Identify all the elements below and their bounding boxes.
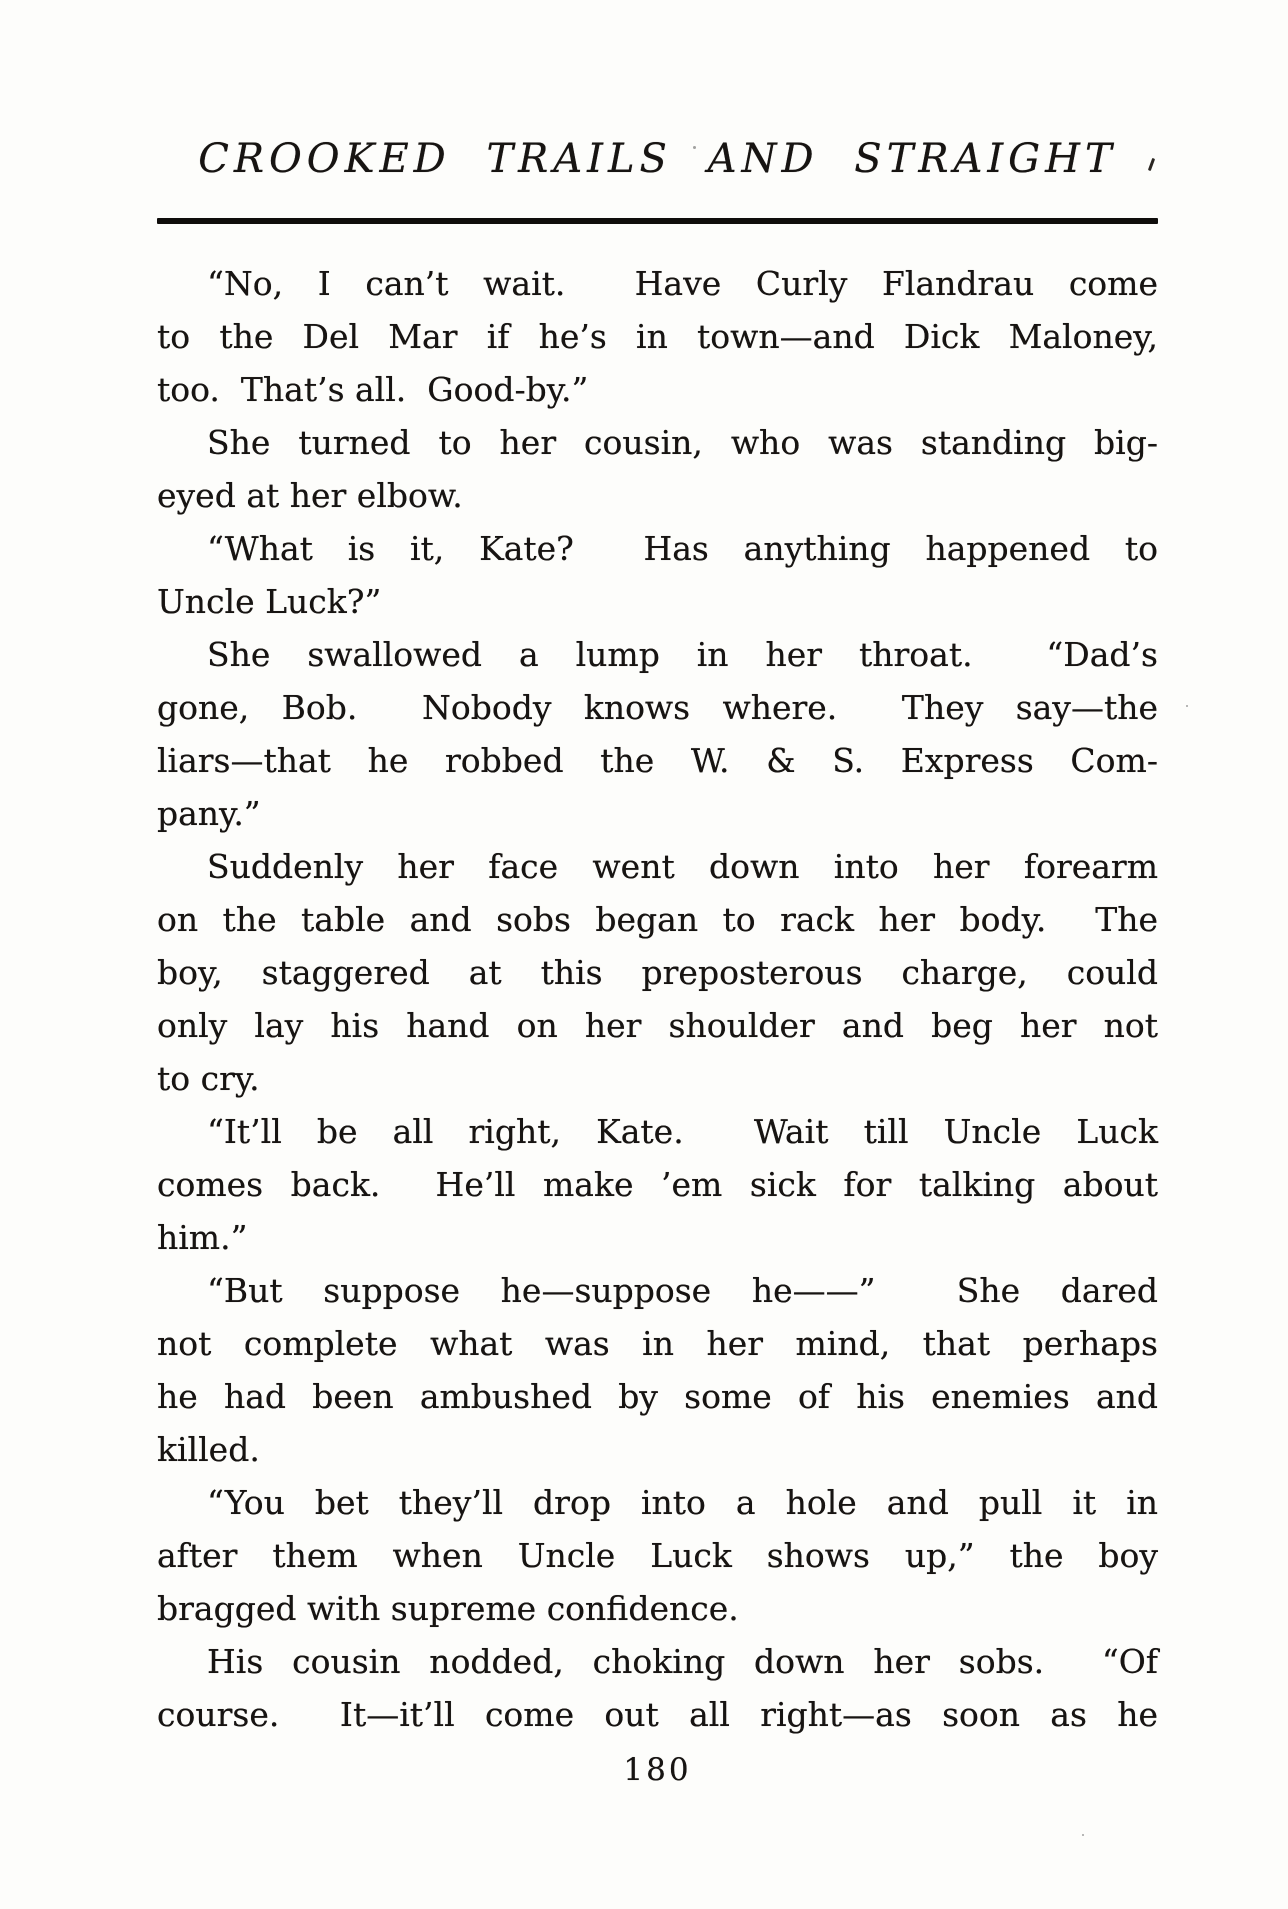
text-block xyxy=(157,257,1158,1741)
text-line: His cousin nodded, choking down her sobs. “Of xyxy=(207,1642,1158,1681)
text-line: Uncle Luck?” xyxy=(157,582,382,621)
text-line: eyed at her elbow. xyxy=(157,476,463,515)
text-line: too. That’s all. Good-by.” xyxy=(157,370,589,409)
running-header: CROOKED TRAILS AND STRAIGHT xyxy=(198,136,1117,182)
text-line: gone, Bob. Nobody knows where. They say—the xyxy=(157,688,1158,727)
text-line: Suddenly her face went down into her forearm xyxy=(207,847,1158,886)
text-column xyxy=(157,0,1158,1788)
text-line: after them when Uncle Luck shows up,” the boy xyxy=(157,1536,1158,1575)
text-line: pany.” xyxy=(157,794,261,833)
text-line: She turned to her cousin, who was standing big- xyxy=(207,423,1158,462)
text-line: liars—that he robbed the W. & S. Express Com- xyxy=(157,741,1158,780)
text-line: “It’ll be all right, Kate. Wait till Uncle Luck xyxy=(207,1112,1158,1151)
text-line: She swallowed a lump in her throat. “Dad’s xyxy=(207,635,1158,674)
text-line: comes back. He’ll make ’em sick for talking about xyxy=(157,1165,1158,1204)
running-header-row xyxy=(157,130,1158,188)
text-line: killed. xyxy=(157,1430,260,1469)
text-line: “What is it, Kate? Has anything happened to xyxy=(207,529,1158,568)
text-line: “No, I can’t wait. Have Curly Flandrau come xyxy=(207,264,1158,303)
text-line: “You bet they’ll drop into a hole and pull it in xyxy=(207,1483,1158,1522)
scan-speck xyxy=(1186,705,1188,707)
text-line: bragged with supreme confidence. xyxy=(157,1589,739,1628)
text-line: he had been ambushed by some of his enemies and xyxy=(157,1377,1158,1416)
text-line: to cry. xyxy=(157,1059,260,1098)
text-line: him.” xyxy=(157,1218,248,1257)
scan-speck xyxy=(1082,1834,1084,1836)
page-number: 180 xyxy=(623,1752,692,1788)
text-line: on the table and sobs began to rack her body. The xyxy=(157,900,1158,939)
text-line: “But suppose he—suppose he——” She dared xyxy=(207,1271,1158,1310)
scan-speck-tick xyxy=(1148,158,1155,171)
text-line: boy, staggered at this preposterous charge, could xyxy=(157,953,1158,992)
header-rule xyxy=(157,218,1158,224)
text-line: only lay his hand on her shoulder and beg her not xyxy=(157,1006,1158,1045)
text-line: to the Del Mar if he’s in town—and Dick Maloney, xyxy=(157,317,1158,356)
text-line: course. It—it’ll come out all right—as soon as he xyxy=(157,1695,1158,1734)
text-line: not complete what was in her mind, that perhaps xyxy=(157,1324,1158,1363)
